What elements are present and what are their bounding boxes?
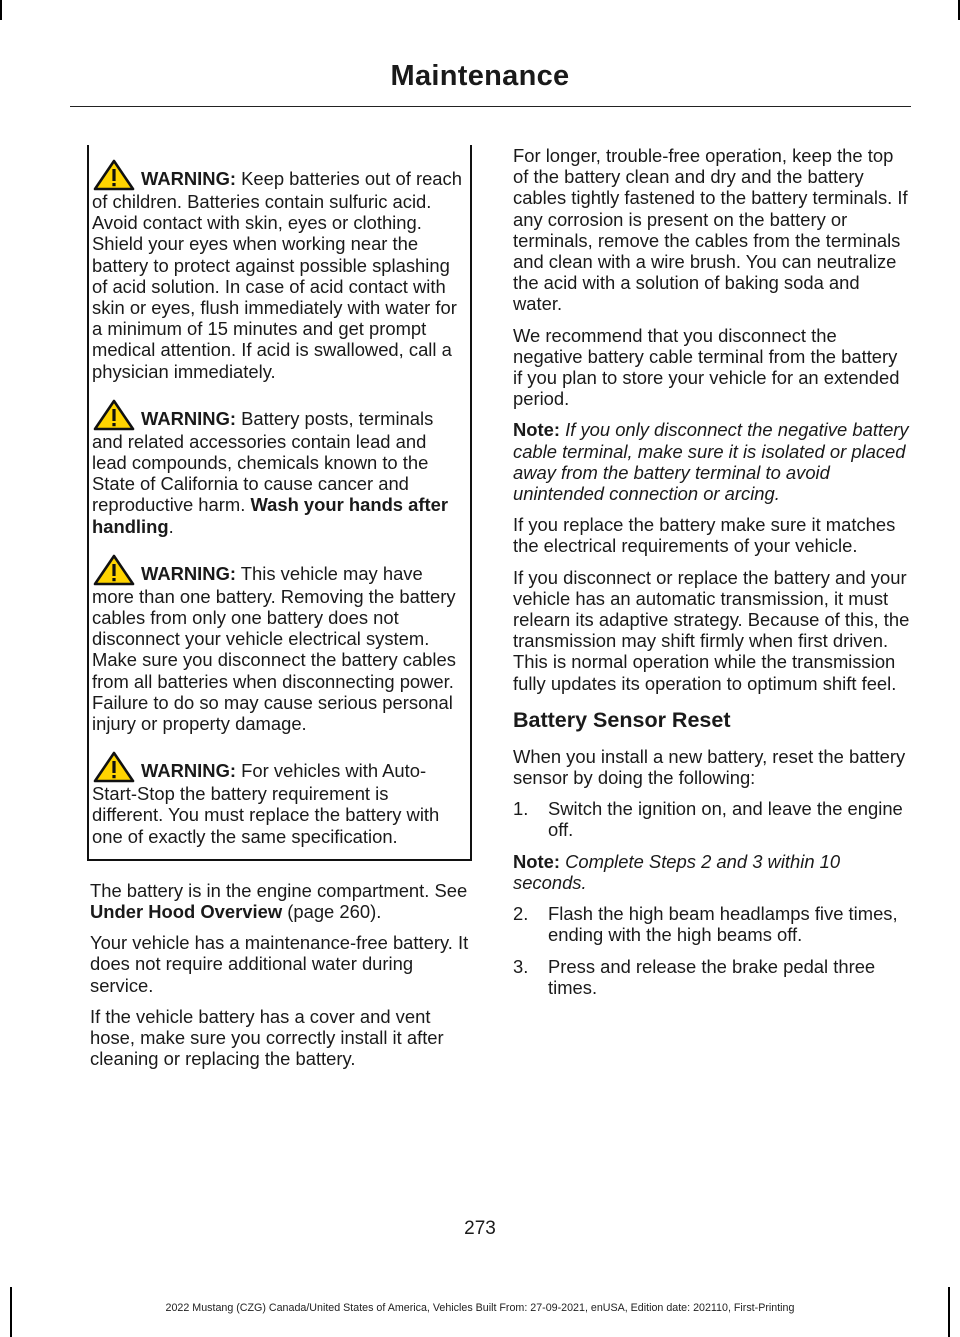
battery-location-paragraph xyxy=(90,880,473,922)
warning-text: Keep batteries out of reach of children. Batteries contain sulfuric acid. Avoid contact with skin, eyes or clothing. Shield your eyes when working near the battery to protect against possible splashing of acid solution. In case of acid contact with skin or eyes, flush immediately with water for a minimum of 15 minutes and get prompt medical attention. If acid is swallowed, call a physician immediately. xyxy=(92,168,462,382)
note-disconnect xyxy=(513,419,910,504)
vent-hose-paragraph: If the vehicle battery has a cover and vent hose, make sure you correctly install it after cleaning or replacing the battery. xyxy=(90,1005,444,1070)
note-text: Complete Steps 2 and 3 within 10 seconds. xyxy=(513,850,841,893)
warning-auto-start-stop xyxy=(92,751,464,847)
page-title: Maintenance xyxy=(390,60,570,92)
warning-triangle-icon xyxy=(92,751,136,783)
warning-label: WARNING: xyxy=(141,168,237,189)
step-text: Switch the ignition on, and leave the engine off. xyxy=(548,798,903,841)
footer-edition-info: 2022 Mustang (CZG) Canada/United States of America, Vehicles Built From: 27-09-2021, enUSA, Edition date: 202110, First-Printing xyxy=(165,1302,795,1314)
section-heading: Battery Sensor Reset xyxy=(513,707,731,732)
warning-text: This vehicle may have more than one battery. Removing the battery cables from only one battery does not disconnect your vehicle electrical system. Make sure you disconnect the battery cables from all batteries when disconnecting power. Failure to do so may cause serious personal injury or property damage. xyxy=(92,562,456,735)
maintenance-free-paragraph: Your vehicle has a maintenance-free battery. It does not require additional water during service. xyxy=(90,932,469,996)
warning-label: WARNING: xyxy=(141,407,237,429)
note-label: Note: xyxy=(513,419,560,441)
warning-text: Battery posts, terminals and related accessories contain lead and lead compounds, chemicals known to the State of California to cause cancer and reproductive harm. xyxy=(92,407,434,516)
step-3 xyxy=(513,956,910,998)
note-timing xyxy=(513,851,910,893)
step-number: 2. xyxy=(513,903,529,925)
note-text: If you only disconnect the negative battery cable terminal, make sure it is isolated or placed away from the battery terminal to avoid unintended connection or arcing. xyxy=(513,419,909,505)
warning-label: WARNING: xyxy=(141,760,237,782)
warnings-box xyxy=(87,145,472,861)
warning-triangle-icon xyxy=(92,159,136,191)
battery-care-paragraph: For longer, trouble-free operation, keep the top of the battery clean and dry and the battery cables tightly fastened to the battery terminals. If any corrosion is present on the battery or terminals, remove the cables from the terminals and clean with a wire brush. You can neutralize the acid with a solution of baking soda and water. xyxy=(513,145,908,315)
warning-triangle-icon xyxy=(92,399,136,431)
warning-text: For vehicles with Auto-Start-Stop the battery requirement is different. You must replace the battery with one of exactly the same specification. xyxy=(92,760,440,847)
sensor-reset-intro: When you install a new battery, reset the battery sensor by doing the following: xyxy=(513,745,906,789)
header-divider xyxy=(70,106,911,107)
warning-label: WARNING: xyxy=(141,562,237,584)
step-text: Press and release the brake pedal three times. xyxy=(548,955,876,998)
warning-lead xyxy=(92,399,464,537)
warning-triangle-icon xyxy=(92,554,136,586)
step-number: 3. xyxy=(513,955,529,977)
step-number: 1. xyxy=(513,798,529,820)
step-text: Flash the high beam headlamps five times, ending with the high beams off. xyxy=(548,903,898,946)
warning-children-acid xyxy=(92,159,464,382)
page-reference: (page 260). xyxy=(282,901,382,923)
warning-emphasis: Wash your hands after handling xyxy=(92,494,449,537)
note-label: Note: xyxy=(513,850,560,872)
warning-tail: . xyxy=(168,515,174,537)
warning-multiple-batteries xyxy=(92,554,464,734)
page-number: 273 xyxy=(464,1218,496,1239)
crop-mark-top-left xyxy=(0,0,2,20)
transmission-relearn-paragraph: If you disconnect or replace the battery and your vehicle has an automatic transmission, it must relearn its adaptive strategy. Because of this, the transmission may shift firmly when first driven. This is normal operation while the transmission fully updates its operation to optimum shift feel. xyxy=(513,566,910,694)
under-hood-overview-link[interactable]: Under Hood Overview xyxy=(90,901,283,923)
replace-battery-paragraph: If you replace the battery make sure it matches the electrical requirements of your vehicle. xyxy=(513,514,896,557)
step-1 xyxy=(513,798,910,840)
storage-paragraph: We recommend that you disconnect the negative battery cable terminal from the battery if you plan to store your vehicle for an extended period. xyxy=(513,324,900,410)
battery-location-text: The battery is in the engine compartment. See xyxy=(90,879,468,901)
step-2 xyxy=(513,903,910,945)
right-column xyxy=(513,145,910,1008)
left-column xyxy=(90,145,473,1080)
